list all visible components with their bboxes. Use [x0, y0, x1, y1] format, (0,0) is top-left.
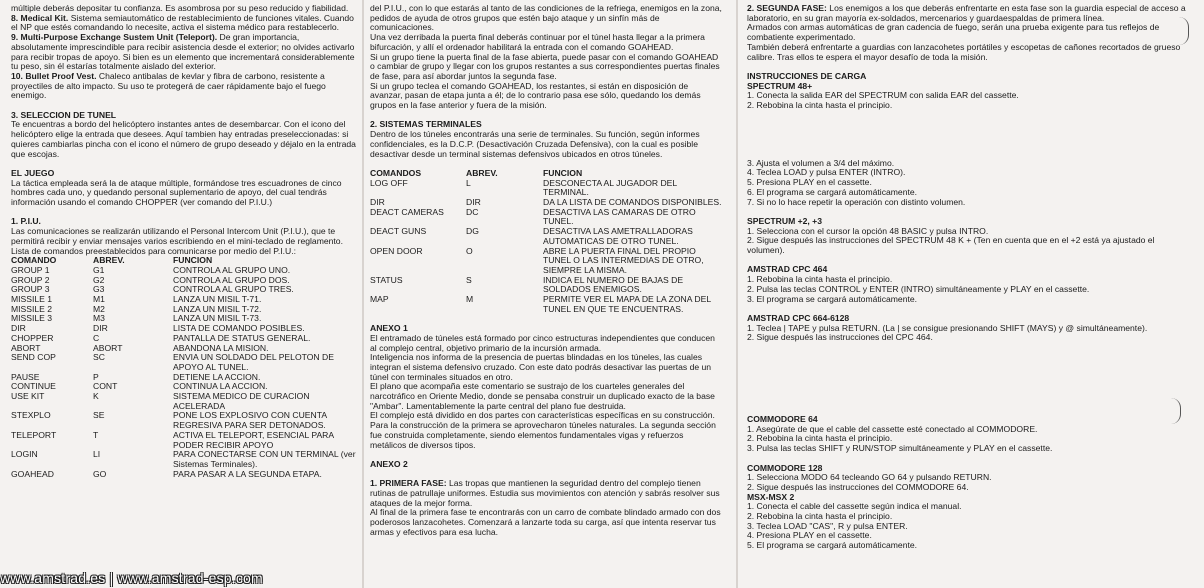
- paragraph-segunda-fase: 2. SEGUNDA FASE: Los enemigos a los que deberás enfrentarte en esta fase son la guardia especial de acceso a laboratorio, en su gran mayoría ex-soldados, mercenarios y guardaespaldas de primera línea.: [747, 3, 1186, 23]
- table-cell: M1: [93, 294, 105, 305]
- heading-cpc464: AMSTRAD CPC 464: [747, 264, 828, 275]
- table-row: [370, 276, 722, 295]
- paragraph: Te encuentras a bordo del helicóptero instantes antes de desembarcar. Con el icono del helicóptero elige la entrada que desees. Aquí tambien hay entradas preseleccionadas: si quieres cambiarlas pincha con el icono el número de grupo deseado y déjalo en la entrada que escojas.: [11, 119, 356, 159]
- table-cell: MISSILE 2: [11, 303, 53, 314]
- list-item: 3. Ajusta el volumen a 3/4 del máximo.: [747, 157, 895, 168]
- table-cell: LOG OFF: [370, 177, 408, 188]
- table-header: COMANDOS: [370, 167, 422, 178]
- section-heading-terminales: 2. SISTEMAS TERMINALES: [370, 119, 482, 130]
- table-cell: GO: [93, 468, 107, 479]
- table-cell: M: [466, 294, 474, 305]
- list-item-bullet-proof-vest: 10. Bullet Proof Vest. Chaleco antibalas de kevlar y fibra de carbono, resistente a proyectiles de alto impacto. Su uso te protegerá de caer rápidamente bajo el fuego enemigo.: [11, 70, 326, 101]
- heading-msx: MSX-MSX 2: [747, 491, 795, 502]
- list-commodore-64: [747, 425, 1193, 454]
- table-cell: O: [466, 245, 473, 256]
- table-cell: LANZA UN MISIL T-72.: [173, 303, 262, 314]
- table-cell: DA LA LISTA DE COMANDOS DISPONIBLES.: [543, 197, 722, 208]
- section-heading-tunel: 3. SELECCION DE TUNEL: [11, 109, 117, 120]
- list-item: 1. Conecta la salida EAR del SPECTRUM con salida EAR del cassette.: [747, 90, 1019, 101]
- paragraph: Si un grupo tiene la puerta final de la fase abierta, puede pasar con el comando GOAHEAD o cambiar de grupo y llegar con los grupos restantes a sus correspondientes puertas finales de fase, para así abordar juntos la segunda fase.: [370, 51, 720, 81]
- table-cell: LANZA UN MISIL T-71.: [173, 294, 262, 305]
- table-cell: DESACTIVA LAS AMETRALLADORAS AUTOMATICAS DE OTRO TUNEL.: [543, 226, 693, 246]
- table-row: [11, 470, 357, 480]
- paragraph: Si un grupo teclea el comando GOAHEAD, los restantes, si están en disposición de avanzar, pasan de etapa junta a él; de lo contrario pasa ese sólo, quedando los demás grupos en la fase anterior y fuera de la misión.: [370, 80, 701, 111]
- list-item: 3. El programa se cargará automáticamente.: [747, 293, 918, 304]
- table-header: FUNCION: [173, 255, 213, 266]
- table-cell: K: [93, 391, 99, 402]
- section-heading-piu: 1. P.I.U.: [11, 216, 41, 227]
- table-row: [370, 247, 722, 276]
- list-msx: [747, 502, 1193, 551]
- table-header: ABREV.: [93, 255, 125, 266]
- list-item: 1. Selecciona con el cursor la opción 48 BASIC y pulsa INTRO.: [747, 225, 989, 236]
- paragraph: Una vez derribada la puerta final deberás continuar por el túnel hasta llegar a la primera bifurcación, y allí el ordenador habilitará la entrada con el comando GOAHEAD.: [370, 32, 705, 52]
- table-cell: P: [93, 371, 99, 382]
- paragraph: del P.I.U., con lo que estarás al tanto de las condiciones de la refriega, enemigos en la zona, pedidos de ayuda de otros grupos que estén bajo ataque y un sinfín más de comunicaciones.: [370, 3, 722, 33]
- list-item: 2. Sigue después las instrucciones del SPECTRUM 48 K + (Ten en cuenta que en el +2 está ya ajustado el volumen).: [747, 235, 1155, 256]
- table-cell: M3: [93, 313, 105, 324]
- table-cell: SEND COP: [11, 352, 56, 363]
- table-cell: SC: [93, 352, 105, 363]
- table-row: [11, 353, 357, 372]
- table-cell: CONTROLA AL GRUPO UNO.: [173, 264, 291, 275]
- paragraph: Armados con armas automáticas de gran cadencia de fuego, serán una prueba exigente para tus reflejos de combatiente experimentado.: [747, 22, 1160, 43]
- list-item: 4. Teclea LOAD y pulsa ENTER (INTRO).: [747, 167, 906, 178]
- table-cell: OPEN DOOR: [370, 245, 423, 256]
- list-item-teleport: 9. Multi-Purpose Exchange Sustem Unit (Teleport). De gran importancia, absolutamente imprescindible para recibir asistencia desde el exterior; no olvides activarlo para recibir tropas de apoyo. Si bien es un elemento que incrementará considerablemente tu peso, sin él estarías totalmente aislado del exterior.: [11, 32, 355, 72]
- table-cell: MISSILE 3: [11, 313, 53, 324]
- paragraph: Al final de la primera fase te encontrarás con un carro de combate blindado armado con dos poderosos lanzacohetes. Comenzará a lanzarte toda su carga, así que intenta reservar tus armas y efectivos para esa lucha.: [370, 507, 721, 537]
- list-spectrum-48-a: [747, 91, 1193, 110]
- table-cell: ABANDONA LA MISION.: [173, 342, 269, 353]
- table-cell: CONTINUA LA ACCION.: [173, 381, 268, 392]
- table-row: [11, 392, 357, 411]
- list-item: 6. El programa se cargará automáticamente.: [747, 186, 918, 197]
- table-cell: DC: [466, 206, 479, 217]
- list-item: 1. Asegúrate de que el cable del cassette esté conectado al COMMODORE.: [747, 423, 1038, 434]
- table-cell: G1: [93, 264, 105, 275]
- table-cell: STATUS: [370, 274, 403, 285]
- list-item: 3. Teclea LOAD "CAS", R y pulsa ENTER.: [747, 520, 908, 531]
- paragraph: La táctica empleada será la de ataque múltiple, formándose tres escuadrones de cinco hombres cada uno, y quedando personal suplementario de apoyo, del cual tendrás información usando el comando CHOPPER (ver comando del P.I.U.): [11, 177, 342, 208]
- table-row: [11, 411, 357, 430]
- watermark: www.amstrad.es | www.amstrad-esp.com: [0, 569, 330, 588]
- table-header: ABREV.: [466, 167, 498, 178]
- paragraph: Para la construcción de la primera se aprovecharon túneles naturales. La segunda sección fue construida completamente, siendo elementos fundamentales vigas y refuerzos metálicos de diversos tipos.: [370, 420, 716, 450]
- list-item: 5. Presiona PLAY en el cassette.: [747, 177, 872, 188]
- table-cell: L: [466, 177, 471, 188]
- section-heading-juego: EL JUEGO: [11, 167, 55, 178]
- table-cell: USE KIT: [11, 391, 45, 402]
- table-cell: PERMITE VER EL MAPA DE LA ZONA DEL TUNEL EN QUE TE ENCUENTRAS.: [543, 294, 711, 314]
- table-cell: CHOPPER: [11, 332, 54, 343]
- paragraph: El entramado de túneles está formado por cinco estructuras independientes que conducen al complejo central, objetivo primario de la incursión armada.: [370, 332, 715, 353]
- table-row: [370, 295, 722, 314]
- list-cpc464: [747, 275, 1193, 304]
- table-cell: CONTINUE: [11, 381, 56, 392]
- table-cell: STEXPLO: [11, 410, 51, 421]
- table-cell: LISTA DE COMANDO POSIBLES.: [173, 323, 305, 334]
- list-item: 1. Rebobina la cinta hasta el principio.: [747, 274, 893, 285]
- heading-spectrum-48: SPECTRUM 48+: [747, 80, 813, 91]
- table-cell: MISSILE 1: [11, 294, 53, 305]
- piu-command-table: [11, 256, 357, 479]
- terminal-command-table: [370, 169, 722, 315]
- table-cell: CONT: [93, 381, 118, 392]
- table-cell: DIR: [93, 323, 108, 334]
- table-cell: PANTALLA DE STATUS GENERAL.: [173, 332, 311, 343]
- table-cell: DIR: [11, 323, 26, 334]
- table-cell: MAP: [370, 294, 389, 305]
- table-header: COMANDO: [11, 255, 57, 266]
- table-cell: ENVIA UN SOLDADO DEL PELOTON DE APOYO AL TUNEL.: [173, 352, 334, 372]
- table-cell: PARA CONECTARSE CON UN TERMINAL (ver Sistemas Terminales).: [173, 449, 356, 469]
- list-item: 2. Pulsa las teclas CONTROL y ENTER (INTRO) simultáneamente y PLAY en el cassette.: [747, 283, 1090, 294]
- list-item: 2. Rebobina la cinta hasta el principio.: [747, 100, 893, 111]
- heading-cpc6128: AMSTRAD CPC 664-6128: [747, 312, 850, 323]
- table-cell: INDICA EL NUMERO DE BAJAS DE SOLDADOS ENEMIGOS.: [543, 274, 684, 295]
- column-left: [11, 4, 357, 479]
- paragraph: Dentro de los túneles encontrarás una serie de terminales. Su función, según informes confidenciales, es la D.C.P. (Desactivación Cruzada Defensiva), con la cual es posible desactivar desde un terminal sistemas defensivos ubicados en otros túneles.: [370, 129, 700, 159]
- column-middle: [370, 4, 722, 538]
- list-spectrum-plus: [747, 227, 1193, 256]
- table-cell: DESACTIVA LAS CAMARAS DE OTRO TUNEL.: [543, 206, 696, 227]
- table-cell: ACTIVA EL TELEPORT, ESENCIAL PARA PODER RECIBIR APOYO: [173, 429, 334, 450]
- heading-spectrum-plus: SPECTRUM +2, +3: [747, 215, 822, 226]
- table-cell: SISTEMA MEDICO DE CURACION ACELERADA: [173, 391, 310, 411]
- list-item: 2. Sigue después las instrucciones del COMMODORE 64.: [747, 481, 969, 492]
- list-item: 2. Rebobina la cinta hasta el principio.: [747, 511, 893, 522]
- list-item-medical-kit: 8. Medical Kit. Sistema semiautomático de restablecimiento de funciones vitales. Cuando el NP que estés comandando lo necesite, activa el sistema médico para restablecerlo.: [11, 12, 354, 33]
- table-cell: G3: [93, 284, 105, 295]
- list-item: 1. Conecta el cable del cassette según indica el manual.: [747, 501, 962, 512]
- table-cell: DEACT GUNS: [370, 226, 427, 237]
- list-spectrum-48-b: [747, 159, 1193, 208]
- table-cell: DETIENE LA ACCION.: [173, 371, 261, 382]
- table-cell: ABORT: [11, 342, 41, 353]
- table-cell: LI: [93, 449, 101, 460]
- table-cell: G2: [93, 274, 105, 285]
- paragraph: También deberá enfrentarte a guardias con lanzacohetes portátiles y escopetas de cañones recortados de grueso calibre. Tras ellos te espera el mayor desafío de toda la misión.: [747, 41, 1181, 62]
- table-cell: LOGIN: [11, 449, 38, 460]
- list-commodore-128: [747, 473, 1193, 492]
- table-cell: CONTROLA AL GRUPO TRES.: [173, 284, 294, 295]
- column-right: [747, 4, 1193, 551]
- table-cell: ABRE LA PUERTA FINAL DEL PROPIO TUNEL O LAS INTERMEDIAS DE OTRO, SIEMPRE LA MISMA.: [543, 245, 704, 275]
- paragraph: El plano que acompaña este comentario se sustrajo de los cuarteles generales del narcotráfico en Oriente Medio, donde se pensaba construir un duplicado exacto de la base "Ambar". Lamentablemente la parte central del plano fue destruida.: [370, 381, 715, 411]
- table-cell: CONTROLA AL GRUPO DOS.: [173, 274, 290, 285]
- section-heading-instrucciones: INSTRUCCIONES DE CARGA: [747, 70, 867, 81]
- page-fold-left: [362, 0, 364, 588]
- paragraph-primera-fase: 1. PRIMERA FASE: Las tropas que mantienen la seguridad dentro del complejo tienen rutinas de patrullaje uniformes. Estudia sus movimientos con atención y sabrás resolver sus ataques de la mejor forma.: [370, 478, 720, 508]
- table-cell: GROUP 3: [11, 284, 50, 295]
- list-item: 1. Selecciona MODO 64 tecleando GO 64 y pulsando RETURN.: [747, 472, 992, 483]
- table-cell: TELEPORT: [11, 429, 57, 440]
- heading-commodore-128: COMMODORE 128: [747, 462, 823, 473]
- paragraph: El complejo está dividido en dos partes con características específicas en su construcción.: [370, 410, 715, 421]
- table-cell: S: [466, 274, 472, 285]
- table-row: [370, 179, 722, 198]
- table-row: [370, 208, 722, 227]
- table-cell: DIR: [466, 197, 481, 208]
- table-cell: DESCONECTA AL JUGADOR DEL TERMINAL.: [543, 177, 677, 198]
- heading-commodore-64: COMMODORE 64: [747, 414, 818, 425]
- table-cell: SE: [93, 410, 105, 421]
- list-cpc6128: [747, 324, 1193, 343]
- table-cell: DEACT CAMERAS: [370, 206, 444, 217]
- table-cell: LANZA UN MISIL T-73.: [173, 313, 262, 324]
- table-cell: DIR: [370, 197, 385, 208]
- list-item: 3. Pulsa las teclas SHIFT y RUN/STOP simultáneamente y PLAY en el cassette.: [747, 443, 1053, 454]
- table-row: [11, 431, 357, 450]
- table-cell: ABORT: [93, 342, 123, 353]
- section-heading-anexo2: ANEXO 2: [370, 458, 408, 469]
- table-cell: M2: [93, 303, 105, 314]
- table-cell: DG: [466, 226, 479, 237]
- paragraph: Inteligencia nos informa de la presencia de puertas blindadas en los túneles, las cuales integran el sistema defensivo cruzado. Con este dato podrás desactivar las puertas de un túnel con terminales situados en otro.: [370, 352, 712, 382]
- table-cell: C: [93, 332, 100, 343]
- list-item: 2. Sigue después las instrucciones del CPC 464.: [747, 332, 933, 343]
- table-header: FUNCION: [543, 167, 583, 178]
- section-heading-anexo1: ANEXO 1: [370, 323, 408, 334]
- list-item: 7. Si no lo hace repetir la operación con distinto volumen.: [747, 196, 966, 207]
- paragraph: múltiple deberás depositar tu confianza. Es asombrosa por su peso reducido y fiabilidad.: [11, 3, 349, 13]
- page-fold-right: [736, 0, 738, 588]
- table-cell: GROUP 2: [11, 274, 50, 285]
- table-row: [370, 227, 722, 246]
- list-item: 2. Rebobina la cinta hasta el principio.: [747, 433, 893, 444]
- table-cell: PONE LOS EXPLOSIVO CON CUENTA REGRESIVA PARA SER DETONADOS.: [173, 410, 327, 431]
- list-item: 1. Teclea | TAPE y pulsa RETURN. (La | se consigue presionando SHIFT (MAYS) y @ simultáneamente).: [747, 322, 1148, 333]
- table-cell: GROUP 1: [11, 264, 50, 275]
- paragraph: Las comunicaciones se realizarán utilizando el Personal Intercom Unit (P.I.U.), que te permitirá recibir y enviar mensajes varios escribiendo en el mini-teclado de reglamento. Lista de comandos preestablecidos para comunicarse por medio del P.I.U.:: [11, 226, 343, 256]
- list-item: 5. El programa se cargará automáticamente.: [747, 540, 918, 551]
- table-row: [11, 450, 357, 469]
- table-cell: T: [93, 429, 99, 440]
- table-cell: GOAHEAD: [11, 468, 54, 479]
- list-item: 4. Presiona PLAY en el cassette.: [747, 530, 872, 541]
- table-cell: PAUSE: [11, 371, 40, 382]
- table-cell: PARA PASAR A LA SEGUNDA ETAPA.: [173, 468, 322, 479]
